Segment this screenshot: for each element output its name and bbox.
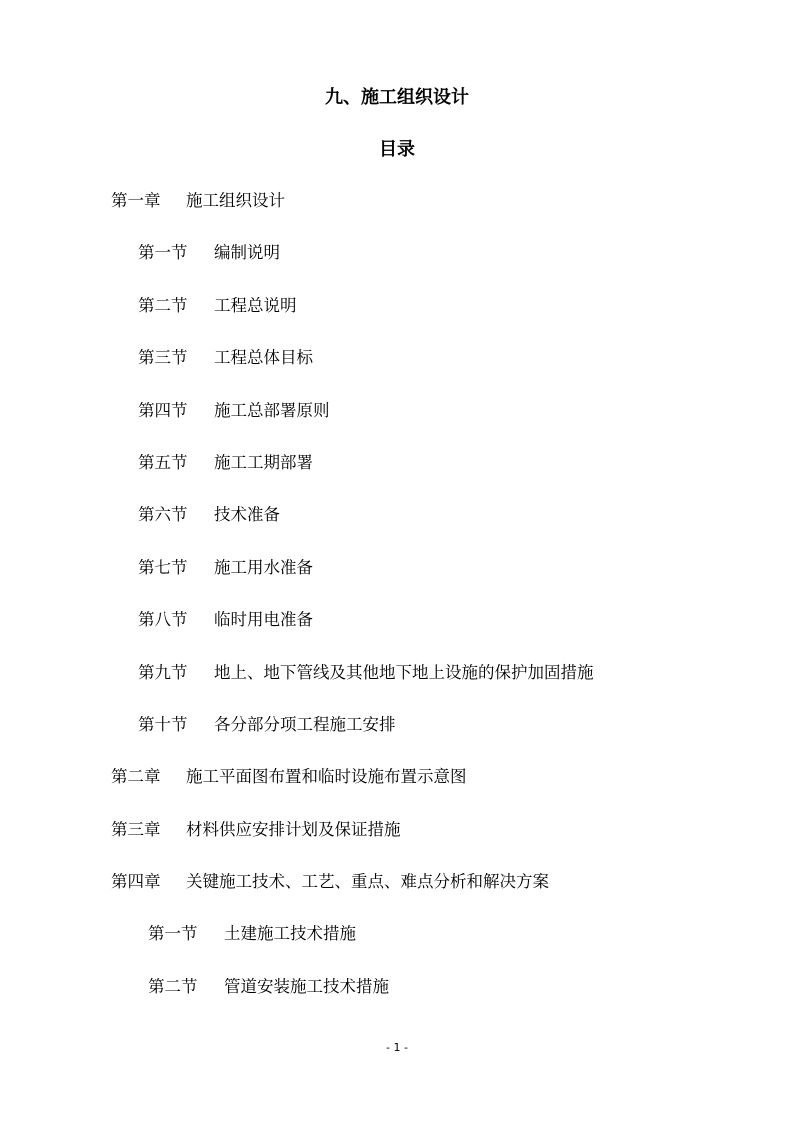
toc-entry-number: 第一节 (138, 243, 188, 263)
toc-entry-section-7 (0, 555, 794, 607)
toc-entry-number: 第十节 (138, 714, 188, 734)
toc-entry-number: 第二节 (138, 295, 188, 315)
table-of-contents (0, 188, 794, 1026)
toc-entry-number: 第一章 (111, 191, 161, 210)
toc-entry-chapter4-section-1 (0, 921, 794, 973)
toc-entry-text: 材料供应安排计划及保证措施 (186, 819, 401, 839)
toc-entry-number: 第二章 (111, 767, 161, 787)
toc-entry-text: 管道安装施工技术措施 (224, 976, 389, 996)
page-number: - 1 - (386, 1041, 408, 1054)
toc-entry-text: 工程总说明 (214, 295, 297, 315)
toc-entry-chapter-3 (0, 817, 794, 869)
toc-entry-number: 第四节 (138, 400, 188, 420)
toc-entry-text: 编制说明 (214, 243, 280, 263)
toc-entry-number: 第九节 (138, 662, 188, 682)
toc-entry-text: 临时用电准备 (214, 610, 313, 630)
toc-entry-text: 技术准备 (214, 505, 280, 525)
toc-entry-section-2 (0, 293, 794, 345)
toc-heading: 目录 (379, 139, 415, 160)
toc-entry-section-5 (0, 450, 794, 502)
toc-entry-number: 第四章 (111, 872, 161, 892)
toc-entry-section-4 (0, 398, 794, 450)
toc-entry-number: 第八节 (138, 610, 188, 630)
toc-entry-text: 各分部分项工程施工安排 (214, 714, 396, 734)
toc-entry-chapter4-section-2 (0, 974, 794, 1026)
toc-entry-number: 第七节 (138, 557, 188, 577)
toc-entry-number: 第二节 (148, 976, 198, 996)
toc-entry-text: 施工总部署原则 (214, 400, 330, 420)
toc-entry-text: 工程总体目标 (214, 348, 313, 368)
toc-entry-number: 第五节 (138, 452, 188, 472)
toc-entry-section-8 (0, 607, 794, 659)
toc-entry-text: 施工平面图布置和临时设施布置示意图 (186, 767, 467, 787)
toc-entry-chapter-1 (0, 188, 794, 240)
page-title: 九、施工组织设计 (325, 87, 469, 108)
toc-entry-number: 第三章 (111, 819, 161, 839)
toc-entry-section-1 (0, 240, 794, 292)
toc-entry-text: 施工工期部署 (214, 452, 313, 472)
toc-entry-section-10 (0, 712, 794, 764)
toc-entry-section-9 (0, 660, 794, 712)
toc-entry-number: 第一节 (148, 924, 198, 944)
toc-entry-section-3 (0, 345, 794, 397)
toc-entry-number: 第三节 (138, 348, 188, 368)
toc-entry-number: 第六节 (138, 505, 188, 525)
toc-entry-text: 地上、地下管线及其他地下地上设施的保护加固措施 (214, 662, 594, 682)
toc-entry-chapter-2 (0, 764, 794, 816)
toc-entry-chapter-4 (0, 869, 794, 921)
toc-entry-text: 施工用水准备 (214, 557, 313, 577)
toc-entry-section-6 (0, 502, 794, 554)
toc-entry-text: 施工组织设计 (186, 191, 285, 210)
toc-entry-text: 关键施工技术、工艺、重点、难点分析和解决方案 (186, 872, 549, 892)
toc-entry-text: 土建施工技术措施 (224, 924, 356, 944)
